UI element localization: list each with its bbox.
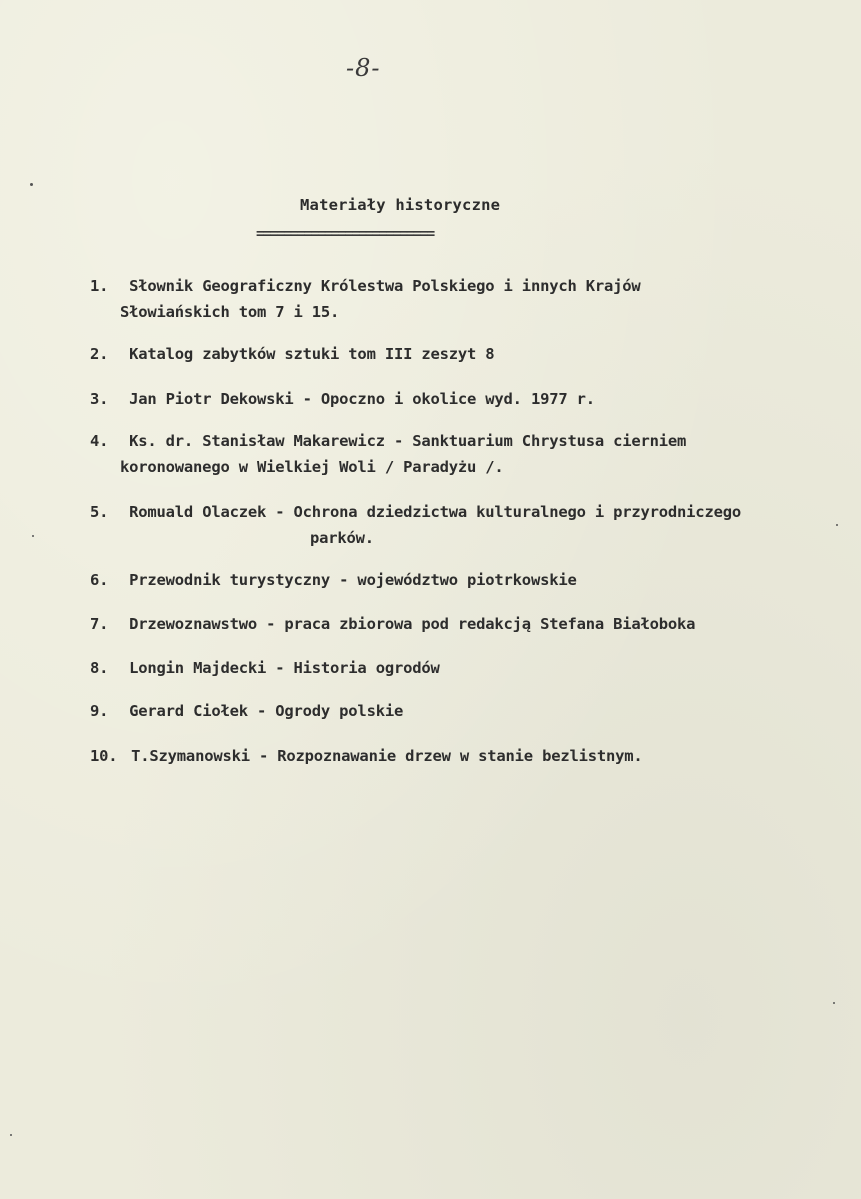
scan-speck (10, 1134, 12, 1136)
scan-speck (32, 535, 34, 537)
item-number: 8. (90, 659, 109, 677)
page-number: -8- (346, 54, 381, 82)
item-text: Drzewoznawstwo - praca zbiorowa pod redakcją Stefana Białoboka (129, 615, 696, 633)
item-number: 2. (90, 345, 109, 363)
item-text: Gerard Ciołek - Ogrody polskie (129, 702, 404, 720)
page-title: Materiały historyczne (300, 196, 501, 214)
list-item (90, 744, 643, 768)
item-number: 1. (90, 277, 109, 295)
item-text: Jan Piotr Dekowski - Opoczno i okolice wyd. 1977 r. (129, 390, 595, 408)
item-text: Katalog zabytków sztuki tom III zeszyt 8 (129, 345, 495, 363)
scan-speck (30, 183, 33, 186)
list-item (90, 699, 403, 723)
item-text: Ks. dr. Stanisław Makarewicz - Sanktuarium Chrystusa cierniem (129, 432, 687, 450)
title-underline: ========================== (256, 226, 434, 242)
item-number: 7. (90, 615, 109, 633)
item-number: 6. (90, 571, 109, 589)
list-item (90, 387, 595, 411)
item-number: 5. (90, 503, 109, 521)
item-text: Słownik Geograficzny Królestwa Polskiego i innych Krajów (129, 277, 641, 295)
item-continuation: Słowiańskich tom 7 i 15. (120, 303, 340, 321)
list-item (90, 342, 494, 366)
item-number: 9. (90, 702, 109, 720)
list-item (90, 568, 577, 592)
item-text: Przewodnik turystyczny - województwo piotrkowskie (129, 571, 577, 589)
item-text: Longin Majdecki - Historia ogrodów (129, 659, 440, 677)
scan-speck (836, 524, 838, 526)
item-number: 3. (90, 390, 109, 408)
list-item (90, 429, 686, 453)
item-number: 4. (90, 432, 109, 450)
item-continuation: parków. (310, 529, 374, 547)
scan-speck (833, 1002, 835, 1004)
list-item (90, 274, 641, 298)
list-item (90, 612, 695, 636)
item-text: Romuald Olaczek - Ochrona dziedzictwa kulturalnego i przyrodniczego (129, 503, 741, 521)
list-item (90, 656, 440, 680)
item-continuation: koronowanego w Wielkiej Woli / Paradyżu /. (120, 458, 504, 476)
item-text: T.Szymanowski - Rozpoznawanie drzew w stanie bezlistnym. (131, 747, 643, 765)
item-number: 10. (90, 747, 118, 765)
list-item (90, 500, 741, 524)
